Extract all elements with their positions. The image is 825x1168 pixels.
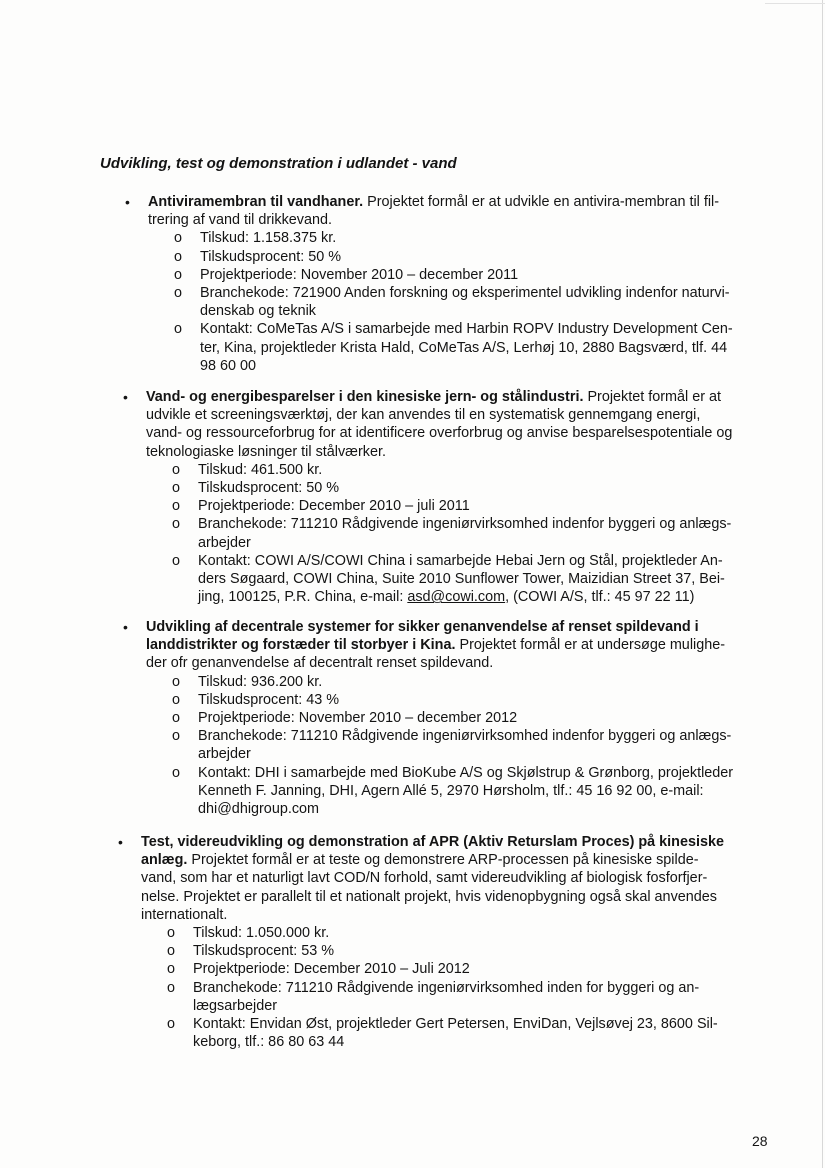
detail-text: Projektperiode: December 2010 – Juli 2012 — [193, 961, 470, 978]
detail-item — [141, 1015, 773, 1051]
detail-item — [148, 248, 763, 266]
detail-text: ter, Kina, projektleder Krista Hald, CoMeTas A/S, Lerhøj 10, 2880 Bagsværd, tlf. 44 — [200, 339, 728, 356]
project-paragraph — [146, 618, 771, 673]
project-item — [123, 388, 771, 606]
detail-text: Kontakt: DHI i samarbejde med BioKube A/S og Skjølstrup & Grønborg, projektleder — [198, 764, 734, 781]
section-title: Udvikling, test og demonstration i udlandet - vand — [100, 155, 457, 172]
detail-item — [146, 552, 771, 607]
detail-text: Branchekode: 711210 Rådgivende ingeniørvirksomhed indenfor byggeri og anlægs- — [198, 516, 732, 533]
detail-item — [146, 497, 771, 515]
project-description: Projektet formål er at undersøge mulighe- — [455, 637, 726, 654]
detail-text: Tilskud: 1.158.375 kr. — [200, 230, 337, 247]
detail-list — [141, 924, 773, 1051]
project-title: Test, videreudvikling og demonstration af APR (Aktiv Returslam Proces) på kinesiske — [141, 834, 724, 850]
detail-item — [146, 461, 771, 479]
sub-bullet: o — [172, 516, 181, 533]
project-description: vand, som har et naturligt lavt COD/N forhold, samt videreudvikling af biologisk fosforfjer- — [141, 870, 708, 887]
detail-item — [146, 515, 771, 551]
sub-bullet: o — [172, 764, 181, 781]
detail-text: arbejder — [198, 534, 251, 551]
detail-item — [146, 691, 771, 709]
detail-text: denskab og teknik — [200, 303, 317, 320]
sub-bullet: o — [172, 461, 181, 478]
detail-list — [146, 673, 771, 819]
project-description: vand- og ressourceforbrug for at identificere overforbrug og anvise besparelsespotentiale og — [146, 425, 733, 442]
project-description: internationalt. — [141, 906, 228, 923]
project-paragraph — [146, 388, 771, 461]
detail-item — [148, 284, 763, 320]
sub-bullet: o — [174, 248, 183, 265]
sub-bullet: o — [174, 230, 183, 247]
detail-text: ders Søgaard, COWI China, Suite 2010 Sunflower Tower, Maizidian Street 37, Bei- — [198, 571, 725, 588]
project-description: udvikle et screeningsværktøj, der kan anvendes til en systematisk gennemgang energi, — [146, 407, 701, 424]
sub-bullet: o — [167, 943, 176, 960]
detail-text: Kenneth F. Janning, DHI, Agern Allé 5, 2970 Hørsholm, tlf.: 45 16 92 00, e-mail: — [198, 782, 704, 799]
project-description: Projektet formål er at teste og demonstrere ARP-processen på kinesiske spilde- — [187, 852, 699, 869]
detail-text: 98 60 00 — [200, 357, 257, 374]
detail-text: Tilskudsprocent: 50 % — [198, 480, 340, 497]
sub-bullet: o — [174, 321, 183, 338]
project-item — [123, 618, 771, 818]
project-description: der ofr genanvendelse af decentralt renset spildevand. — [146, 655, 494, 672]
detail-text: Kontakt: COWI A/S/COWI China i samarbejde Hebai Jern og Stål, projektleder An- — [198, 552, 723, 569]
sub-bullet: o — [174, 285, 183, 302]
project-title: landdistrikter og forstæder til storbyer i Kina. — [146, 637, 456, 654]
detail-item — [141, 942, 773, 960]
detail-text: Branchekode: 721900 Anden forskning og eksperimentel udvikling indenfor naturvi- — [200, 285, 730, 302]
bullet: • — [123, 389, 128, 405]
bullet: • — [125, 194, 130, 210]
sub-bullet: o — [167, 961, 176, 978]
sub-bullet: o — [167, 925, 176, 942]
detail-text: jing, 100125, P.R. China, e-mail: asd@cowi.com, (COWI A/S, tlf.: 45 97 22 11) — [198, 589, 695, 606]
detail-text: Kontakt: CoMeTas A/S i samarbejde med Harbin ROPV Industry Development Cen- — [200, 321, 733, 338]
detail-text: Branchekode: 711210 Rådgivende ingeniørvirksomhed indenfor byggeri og anlægs- — [198, 728, 732, 745]
bullet: • — [123, 619, 128, 635]
sub-bullet: o — [174, 266, 183, 283]
project-title: anlæg. — [141, 852, 188, 869]
project-title: Antiviramembran til vandhaner. — [148, 194, 364, 210]
detail-text: Projektperiode: December 2010 – juli 2011 — [198, 498, 470, 515]
detail-list — [146, 461, 771, 607]
project-title: Vand- og energibesparelser i den kinesiske jern- og stålindustri. — [146, 389, 584, 405]
project-description: teknologiaske løsninger til stålværker. — [146, 443, 386, 460]
sub-bullet: o — [172, 710, 181, 727]
detail-item — [146, 727, 771, 763]
detail-text: Tilskudsprocent: 50 % — [200, 248, 342, 265]
detail-item — [146, 673, 771, 691]
detail-item — [148, 229, 763, 247]
detail-text: dhi@dhigroup.com — [198, 801, 320, 818]
detail-item — [141, 924, 773, 942]
sub-bullet: o — [167, 1016, 176, 1033]
detail-item — [146, 709, 771, 727]
project-title: Udvikling af decentrale systemer for sikker genanvendelse af renset spildevand i — [146, 619, 699, 635]
detail-text: arbejder — [198, 746, 251, 763]
detail-text: Projektperiode: November 2010 – december 2011 — [200, 266, 519, 283]
detail-text: Tilskud: 1.050.000 kr. — [193, 925, 330, 942]
detail-item — [141, 979, 773, 1015]
detail-item — [148, 320, 763, 375]
email-link[interactable]: asd@cowi.com — [407, 589, 506, 606]
project-description: Projektet formål er at — [583, 389, 722, 405]
detail-text: Kontakt: Envidan Øst, projektleder Gert Petersen, EnviDan, Vejlsøvej 23, 8600 Sil- — [193, 1016, 718, 1033]
detail-text: Tilskud: 936.200 kr. — [198, 673, 323, 690]
detail-text: Projektperiode: November 2010 – december 2012 — [198, 710, 518, 727]
sub-bullet: o — [172, 728, 181, 745]
project-paragraph — [148, 193, 763, 229]
project-paragraph — [141, 833, 773, 924]
bullet: • — [118, 834, 123, 850]
detail-text: Tilskudsprocent: 43 % — [198, 691, 340, 708]
project-description: trering af vand til drikkevand. — [148, 212, 332, 229]
project-description: nelse. Projektet er parallelt til et nationalt projekt, hvis videnopbygning også skal anvendes — [141, 888, 717, 905]
detail-item — [146, 764, 771, 819]
sub-bullet: o — [167, 979, 176, 996]
project-item — [118, 833, 773, 1051]
detail-text: Tilskud: 461.500 kr. — [198, 461, 323, 478]
detail-text: keborg, tlf.: 86 80 63 44 — [193, 1034, 345, 1051]
detail-text: Branchekode: 711210 Rådgivende ingeniørvirksomhed inden for byggeri og an- — [193, 979, 700, 996]
sub-bullet: o — [172, 480, 181, 497]
sub-bullet: o — [172, 673, 181, 690]
detail-list — [148, 229, 763, 375]
detail-text: Tilskudsprocent: 53 % — [193, 943, 335, 960]
detail-item — [148, 266, 763, 284]
detail-text: lægsarbejder — [193, 997, 277, 1014]
sub-bullet: o — [172, 498, 181, 515]
sub-bullet: o — [172, 691, 181, 708]
detail-item — [146, 479, 771, 497]
project-description: Projektet formål er at udvikle en antivira-membran til fil- — [363, 194, 720, 210]
project-item — [125, 193, 763, 375]
sub-bullet: o — [172, 552, 181, 569]
page-number: 28 — [752, 1133, 768, 1149]
detail-item — [141, 960, 773, 978]
